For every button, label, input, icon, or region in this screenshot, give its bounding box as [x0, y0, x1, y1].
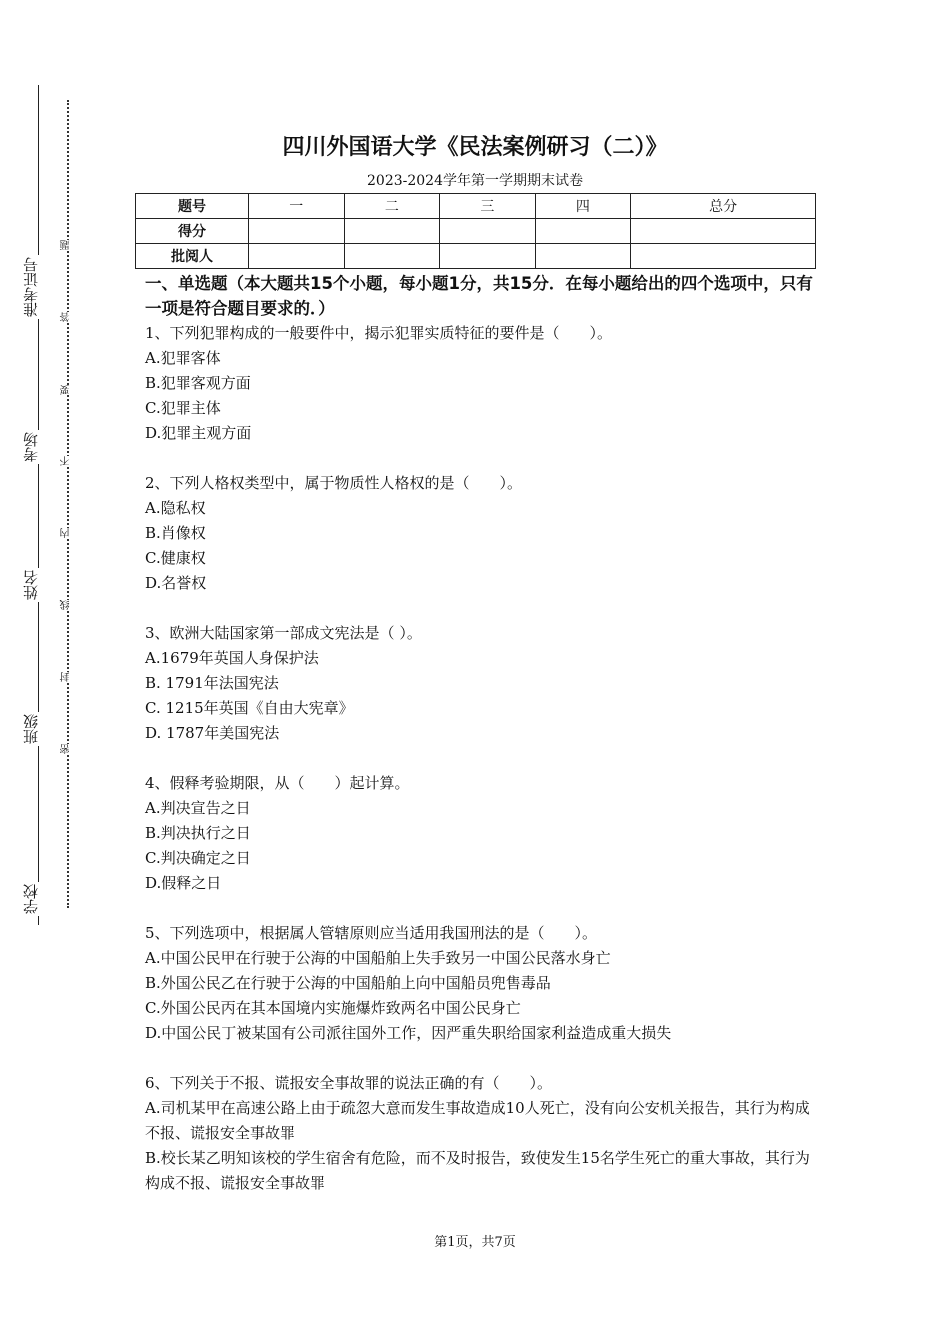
question-2: [145, 471, 815, 596]
margin-label-name: 姓名: [20, 568, 46, 602]
option-c: C. 1215年英国《自由大宪章》: [145, 699, 354, 717]
question-5: [145, 921, 815, 1046]
question-4: [145, 771, 815, 896]
question-stem: 5、下列选项中，根据属人管辖原则应当适用我国刑法的是（ ）。: [145, 924, 598, 942]
grader-cell[interactable]: [249, 244, 345, 269]
margin-label-exam-id: 准考证号: [20, 255, 46, 319]
grader-cell[interactable]: [440, 244, 536, 269]
seal-char: 内: [58, 528, 76, 538]
seal-char: 封: [58, 672, 76, 682]
option-a: A.隐私权: [145, 499, 206, 517]
score-cell[interactable]: [440, 219, 536, 244]
score-table-grader-row: [136, 244, 816, 269]
margin-label-exam-room: 考场: [20, 430, 46, 464]
seal-char: 不: [58, 456, 76, 466]
option-d: D.假释之日: [145, 874, 222, 892]
question-stem: 6、下列关于不报、谎报安全事故罪的说法正确的有（ ）。: [145, 1074, 553, 1092]
score-header-cell: 三: [440, 194, 536, 219]
option-a: A.中国公民甲在行驶于公海的中国船舶上失手致另一中国公民落水身亡: [145, 949, 611, 967]
score-header-cell: 题号: [136, 194, 249, 219]
option-a: A.判决宣告之日: [145, 799, 251, 817]
option-c: C.判决确定之日: [145, 849, 251, 867]
option-c: C.健康权: [145, 549, 206, 567]
score-header-cell: 一: [249, 194, 345, 219]
question-stem: 1、下列犯罪构成的一般要件中，揭示犯罪实质特征的要件是（ ）。: [145, 324, 613, 342]
section-heading: 一、单选题（本大题共15个小题，每小题1分，共15分．在每小题给出的四个选项中，只有一项是符合题目要求的．）: [145, 274, 813, 318]
grader-cell[interactable]: [631, 244, 816, 269]
seal-char: 密: [58, 744, 76, 754]
page-footer: 第1页，共7页: [434, 1235, 516, 1250]
grader-cell[interactable]: [535, 244, 631, 269]
option-b: B.外国公民乙在行驶于公海的中国船舶上向中国船员兜售毒品: [145, 974, 551, 992]
score-cell[interactable]: [535, 219, 631, 244]
seal-dotted-line: [67, 100, 69, 908]
margin-label-class: 班级: [20, 712, 46, 746]
score-table-header-row: [136, 194, 816, 219]
seal-char: 答: [58, 312, 76, 322]
option-b: B.犯罪客观方面: [145, 374, 251, 392]
score-header-cell: 总分: [631, 194, 816, 219]
option-b: B.校长某乙明知该校的学生宿舍有危险，而不及时报告，致使发生15名学生死亡的重大事故，其行为构成不报、谎报安全事故罪: [145, 1149, 810, 1192]
score-cell[interactable]: [631, 219, 816, 244]
question-stem: 2、下列人格权类型中，属于物质性人格权的是（ ）。: [145, 474, 523, 492]
option-a: A.犯罪客体: [145, 349, 221, 367]
question-3: [145, 621, 815, 746]
score-cell[interactable]: [249, 219, 345, 244]
option-b: B.判决执行之日: [145, 824, 251, 842]
question-stem: 3、欧洲大陆国家第一部成文宪法是（ ）。: [145, 624, 422, 642]
seal-char: 题: [58, 240, 76, 250]
score-header-cell: 二: [344, 194, 440, 219]
seal-char: 线: [58, 600, 76, 610]
seal-char: 要: [58, 385, 76, 395]
option-d: D.犯罪主观方面: [145, 424, 252, 442]
option-d: D. 1787年美国宪法: [145, 724, 280, 742]
option-b: B. 1791年法国宪法: [145, 674, 279, 692]
question-stem: 4、假释考验期限，从（ ）起计算。: [145, 774, 410, 792]
grader-row-label: 批阅人: [136, 244, 249, 269]
option-a: A.1679年英国人身保护法: [145, 649, 319, 667]
score-header-cell: 四: [535, 194, 631, 219]
option-b: B.肖像权: [145, 524, 206, 542]
exam-title: 四川外国语大学《民法案例研习（二）》: [282, 135, 668, 160]
option-d: D.中国公民丁被某国有公司派往国外工作，因严重失职给国家利益造成重大损失: [145, 1024, 672, 1042]
grader-cell[interactable]: [344, 244, 440, 269]
score-table-score-row: [136, 219, 816, 244]
score-table: [135, 193, 816, 269]
score-cell[interactable]: [344, 219, 440, 244]
option-a: A.司机某甲在高速公路上由于疏忽大意而发生事故造成10人死亡，没有向公安机关报告，其行为构成不报、谎报安全事故罪: [145, 1099, 810, 1142]
exam-subtitle: 2023-2024学年第一学期期末试卷: [367, 173, 583, 189]
question-list: [145, 321, 815, 1221]
question-6: [145, 1071, 815, 1196]
question-1: [145, 321, 815, 446]
score-row-label: 得分: [136, 219, 249, 244]
option-c: C.外国公民丙在其本国境内实施爆炸致两名中国公民身亡: [145, 999, 521, 1017]
option-d: D.名誉权: [145, 574, 207, 592]
margin-label-school: 学校: [20, 882, 46, 916]
binding-solid-line: [38, 85, 39, 925]
option-c: C.犯罪主体: [145, 399, 221, 417]
